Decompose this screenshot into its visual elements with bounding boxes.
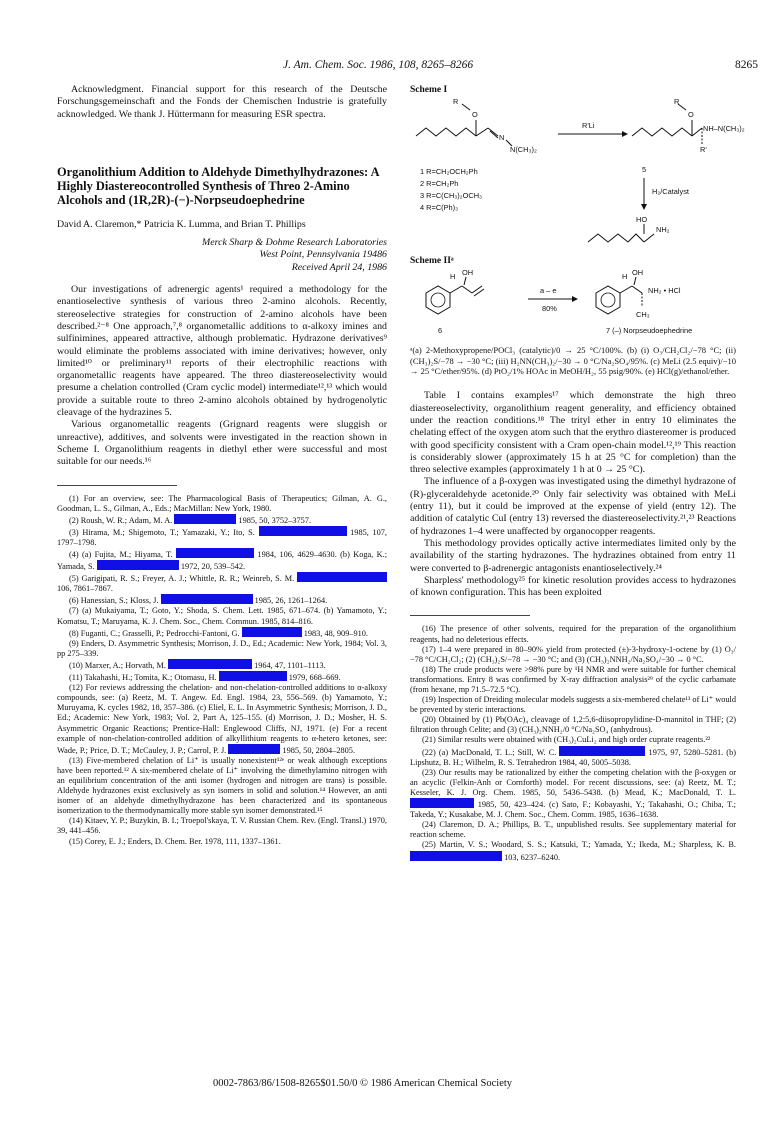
hydrogenation-label: H₂/Catalyst <box>652 187 689 197</box>
aromatic-circle <box>431 293 445 307</box>
footnote-text: 1985, 50, 423–424. (c) Sato, F.; Kobayashi, Y.; Takahashi, O.; Chiba, T.; Takeda, Y.; Kusakabe, M. J. Chem. Soc., Chem. Comm. 1985, 1636–1638. <box>410 800 736 820</box>
footnote <box>57 671 387 683</box>
o-r-bond <box>462 104 470 110</box>
product-chain <box>632 128 692 136</box>
footnote-text: 1983, 48, 909–910. <box>303 628 369 638</box>
footnote: (7) (a) Mukaiyama, T.; Goto, Y.; Shoda, S. Chem. Lett. 1985, 671–674. (b) Yamamoto, Y.; Komatsu, T.; Maruyama, K. J. Chem. Soc., Chem. Commun. 1985, 814–816. <box>57 606 387 626</box>
footnote-text: (4) (a) Fujita, M.; Hiyama, T. <box>69 550 173 559</box>
footnote <box>410 746 736 768</box>
compound-1: 1 R=CH₂OCH₂Ph <box>420 167 478 177</box>
redaction-bar <box>410 798 474 808</box>
body-paragraph: Table I contains examples¹⁷ which demonstrate the high threo diastereoselectivity, organolithium reagent generality, and efficiency obtained under the reaction conditions.¹⁸ The trityl ether in entry 10 eliminates the chelating effect of the oxygen atom such that the erythro diastereomer is produced with good specificity consistent with a Cram open-chain model.¹²,¹⁹ This reaction is considerably slower (approximately 15 h at 25 °C for completion) than the threo selective examples (approximately 1 h at 0 → 25 °C). <box>410 390 736 476</box>
footnote: (17) 1–4 were prepared in 80–90% yield from protected (±)-3-hydroxy-1-octene by (1) O₃/−78 °C/CH₂Cl₂; (2) (CH₃)₂S/−78 → −30 °C; and (3) (CH₃)₂NNH₂/Na₂SO₄/−30 → 0 °C. <box>410 644 736 664</box>
conditions-label: a – e <box>540 285 557 295</box>
amine-bond <box>644 234 654 242</box>
product-bond <box>692 128 702 136</box>
footnote-text: (8) Fuganti, C.; Grasselli, P.; Pedrocchi-Fantoni, G. <box>69 628 240 638</box>
redaction-bar <box>168 659 252 669</box>
product-oh-label: OH <box>632 267 644 277</box>
footnote <box>57 526 387 548</box>
affiliation <box>57 237 387 274</box>
footnote <box>410 768 736 820</box>
yield-label: 80% <box>542 303 557 313</box>
oh-bond <box>464 277 466 285</box>
redaction-bar <box>259 526 347 536</box>
footnote-text: 1964, 47, 1101–1113. <box>254 660 326 670</box>
redaction-bar <box>297 572 387 582</box>
journal-citation: J. Am. Chem. Soc. 1986, 108, 8265–8266 <box>283 59 474 71</box>
footnote <box>57 572 387 594</box>
alkyl-chain <box>416 128 476 136</box>
footnote: (9) Enders, D. Asymmetric Synthesis; Morrison, J. D., Ed.; Academic: New York, 1984; Vol. 3, pp 275–339. <box>57 638 387 658</box>
product-benzene-ring <box>596 286 620 314</box>
page-number: 8265 <box>735 59 758 71</box>
received-date: Received April 24, 1986 <box>291 261 387 273</box>
benzene-ring <box>426 286 450 314</box>
right-column <box>410 84 745 863</box>
scheme-1-diagram <box>410 96 745 244</box>
product-number: 5 <box>642 165 647 175</box>
n-label: N <box>499 133 505 143</box>
footnote-divider <box>57 485 177 486</box>
amine-label: NH₂ <box>656 225 670 235</box>
footnote-text: (25) Martin, V. S.; Woodard, S. S.; Katsuki, T.; Yamada, Y.; Ikeda, M.; Sharpless, K. B. <box>422 840 736 850</box>
redaction-bar <box>161 594 253 604</box>
body-paragraph: The influence of a β-oxygen was investigated using the dimethyl hydrazone of (R)-glyceraldehyde acetonide.²⁰ Only fair selectivity was obtained with MeLi (entry 11), but it could be improved at the expense of yield (entry 12). The addition of catalytic CuI (entry 13) reversed the diastereoselectivity.²¹,²³ Reactions of hydrazones 1–4 were unaffected by organocopper reagents. <box>410 476 736 537</box>
vinyl-bond <box>462 286 472 293</box>
body-paragraph: This methodology provides optically active intermediates limited only by the availability of the starting hydrazones. The hydrazines obtained from entry 11 were converted to β-adrenergic antagonists enantioselectively.²⁴ <box>410 537 736 574</box>
footnote-text: 106, 7861–7867. <box>57 584 114 594</box>
footnote-text: 1972, 20, 539–542. <box>180 562 246 572</box>
redaction-bar <box>219 671 287 681</box>
compound-6-label: 6 <box>438 325 443 335</box>
compound-7-label: 7 (–) Norpseudoephedrine <box>606 325 693 335</box>
body-paragraph: Various organometallic reagents (Grignard reagents were sluggish or unreactive), additives, and solvents were investigated in the reaction shown in Scheme I. Organolithium reagents in diethyl ether were successful and most suitable for our needs.¹⁶ <box>57 419 387 468</box>
r-prime-label: R' <box>700 145 707 155</box>
footnote-text: cycles 1982, 18, 357–386. (c) Eliel, E. L. In Asymmetric Synthesis; Morrison, J. D., Ed.; Academic: New York, 1983; Vol. 2, Part A, 125–155. (d) Morrison, J. D.; Mosher, H. S. Asymmetric Organic Reactions; Prentice-Hall: Englewood Cliffs, NJ, 1971. (e) For a recent example of non-chelation-controlled addition of alkyllithium reagents to α-hetero ketones, see: Wade, P.; Price, D. T.; McCauley, J. P.; Carrol, P. J. <box>57 703 387 755</box>
footnote-text: (12) For reviews addressing the chelation- and non-chelation-controlled additions to α-alkoxy compounds, see: (a) Reetz, M. T. Angew. <box>57 683 387 703</box>
hydrazone-group: N(CH₃)₂ <box>510 145 537 155</box>
acknowledgment: Acknowledgment. Financial support for this research of the Deutsche Forschungsgemeinschaft and the Fonds der Chemischen Industrie is gratefully acknowledged. We thank J. Hüttermann for measuring ESR spectra. <box>57 84 387 120</box>
amino-alcohol-chain <box>588 234 644 242</box>
product-group: NH–N(CH₃)₂ <box>703 124 745 134</box>
footnote: (21) Similar results were obtained with (CH₃)₂CuLi₂ and high order cuprate reagents.²² <box>422 735 711 745</box>
reagent-label: R'Li <box>582 121 595 131</box>
footnote-divider <box>410 615 530 616</box>
footnote-text: (11) Takahashi, H.; Tomita, K.; Otomasu, H. <box>69 673 217 683</box>
copyright-line: 0002-7863/86/1508-8265$01.50/0 © 1986 American Chemical Society <box>213 1078 513 1089</box>
footnote-text: 1984, 106, 4629–4630. <box>257 550 337 559</box>
body-paragraph: Our investigations of adrenergic agents¹ required a methodology for the enantioselective synthesis of various threo 2-amino alcohols. Recently, stereoselective strategies for construction of 2-amino alcohols have been described.²⁻⁸ One approach,⁷,⁸ organometallic additions to α-alkoxy imines and sulfinimines, appeared attractive, although problematic. Hydrazone derivatives⁹ would eliminate the problems associated with imine derivatives; however, only limited¹⁰ or preliminary¹¹ reports of their electrophilic reactions with organometallic reagents have appeared. The threo diastereoselectivity would presume a chelation controlled (Cram cyclic model) intermediate¹²,¹³ which would provide a suitable route to threo 2-amino alcohols obtained by hydrogenolytic cleavage of the hydrazines 5. <box>57 284 387 419</box>
product-oxygen-label: O <box>688 110 694 120</box>
oh-label: OH <box>462 267 474 277</box>
product-h-label: H <box>622 271 628 281</box>
article-title: Organolithium Addition to Aldehyde Dimethylhydrazones: A Highly Diastereocontrolled Synthesis of Threo 2-Amino Alcohols and (1R,2R)-(−)-Norpseudoephedrine <box>57 164 379 207</box>
footnote-text: (b) Koga, K.; Yamada, S. <box>57 550 387 572</box>
footnote-text: 1985, 107, 1797–1798. <box>57 527 387 547</box>
footnote-text: (5) Garigipati, R. S.; Freyer, A. J.; Whittle, R. R.; Weinreb, S. M. <box>69 574 295 584</box>
footnote-text: 1979, 668–669. <box>288 673 341 683</box>
footnote <box>57 683 387 756</box>
footnote <box>57 594 387 606</box>
hydrogenation-arrow-head <box>641 204 647 210</box>
compound-4: 4 R=C(Ph)₃ <box>420 203 459 213</box>
footnote <box>57 548 387 572</box>
scheme-1-title: Scheme I <box>410 85 448 95</box>
footnote-text: 1985, 50, 2804–2805. <box>282 745 356 755</box>
footnote-text: (3) Hirama, M.; Shigemoto, T.; Yamazaki, Y.; Ito, S. <box>69 527 255 537</box>
scheme-2-title: Scheme IIᵃ <box>410 255 454 266</box>
right-footnotes <box>410 624 736 862</box>
redaction-bar <box>228 744 280 754</box>
footnote: (15) Corey, E. J.; Enders, D. Chem. Ber. 1978, 111, 1337–1361. <box>69 836 281 846</box>
footnote: (24) Claremon, D. A.; Phillips, B. T., unpublished results. See supplementary material for reaction scheme. <box>410 820 736 840</box>
compound-3: 3 R=C(CH₃)₂OCH₃ <box>420 191 483 201</box>
footnote-text: 103, 6237–6240. <box>504 852 561 862</box>
ring-bond <box>450 286 462 293</box>
footnote: (19) Inspection of Dreiding molecular models suggests a six-membered chelate¹³ of Li⁺ would be prevented by steric interactions. <box>410 695 736 715</box>
left-column <box>57 84 387 847</box>
chain-bond <box>476 128 488 136</box>
footnote: (20) Obtained by (1) Pb(OAc)₄ cleavage of 1,2:5,6-diisopropylidine-D-mannitol in THF; (2) filtration through Celite; and (3) (CH₃)₂NNH₂/0 °C/Na₂SO₄ (anhydrous). <box>410 715 736 735</box>
cn-double-bond <box>488 128 498 136</box>
redaction-bar <box>176 548 254 558</box>
redaction-bar <box>242 627 302 637</box>
footnote: (14) Kitaev, Y. P.; Buzykin, B. I.; Troepol'skaya, T. V. Russian Chem. Rev. (Engl. Transl.) 1970, 39, 441–456. <box>57 816 387 836</box>
footnote: (13) Five-membered chelation of Li⁺ is usually nonexistent¹²ᵉ or weak although exceptions have been reported.¹² A six-membered chelate of Li⁺ involving the dimethylamino nitrogen with an equilibrium concentration of the anti isomer (hydrogen and nitrogen are trans) is possible. Aldehyde hydrazones exist exclusively as syn isomers in solid and solution.¹⁴ However, an anti isomer of an aldehyde dimethylhydrazone has been characterized and its spontaneous isomerization to the thermodynamically more stable syn isomer demonstrated.¹⁵ <box>57 755 387 816</box>
redaction-bar <box>97 560 179 570</box>
affiliation-line-2: West Point, Pennsylvania 19486 <box>259 249 387 261</box>
footnote <box>410 840 736 862</box>
footnote <box>57 514 387 526</box>
footnote: (16) The presence of other solvents, required for the preparation of the organolithium reagents, had no deleterious effects. <box>410 624 736 644</box>
redaction-bar <box>559 746 645 756</box>
body-paragraph: Sharpless' methodology²⁵ for kinetic resolution provides access to hydrazones of known configuration. This has been exploited <box>410 574 736 599</box>
r-label: R <box>453 97 459 107</box>
footnote: (1) For an overview, see: The Pharmacological Basis of Therapeutics; Gilman, A. G., Goodman, L. S., Gilman, A., Eds.; MacMillan: New York, 1980. <box>57 493 387 513</box>
hydroxyl-label: HO <box>636 215 648 225</box>
footnote <box>57 659 387 671</box>
footnote-text: (22) (a) MacDonald, T. L.; Still, W. C. <box>422 747 557 757</box>
footnote-text: 1975, 97, 5280–5281. (b) Lipshutz, B. H.; Wilhelm, R. S. Tetrahedron 1984, 40, 5005–5038. <box>410 747 736 767</box>
product-ring-bond <box>620 286 632 293</box>
footnote-text: (23) Our results may be rationalized by either the competing chelation with the β-oxygen or an acyclic (Felkin-Anh or Cornforth) model. For recent discussions, see: (a) Reetz, M. T.; Kesseler, K. J. Org. Chem. 1985, 50, 5436–5438. (b) Mead, K.; MacDonald, T. L. <box>410 767 736 797</box>
product-aromatic-circle <box>601 293 615 307</box>
amine-salt-label: NH₂ • HCl <box>648 285 681 295</box>
footnote: (18) The crude products were >98% pure by ¹H NMR and were suitable for further chemical transformations. Entry 8 was confirmed by X-ray diffraction analysis²⁹ of the cyclic carbamate (from hexane, mp 71.5–72.5 °C). <box>410 664 736 695</box>
scheme-2-arrow-head <box>572 296 578 302</box>
product-r-label: R <box>674 97 680 107</box>
arrow-head <box>622 131 628 137</box>
footnote <box>57 627 387 639</box>
footnote-text: 1985, 26, 1261–1264. <box>254 596 328 606</box>
oxygen-label: O <box>472 110 478 120</box>
authors: David A. Claremon,* Patricia K. Lumma, and Brian T. Phillips <box>57 218 306 230</box>
footnote-text: 1985, 50, 3752–3757. <box>238 515 312 525</box>
scheme-2-diagram <box>410 267 736 337</box>
product-oh-bond <box>634 277 636 285</box>
footnote-text: (2) Roush, W. R.; Adam, M. A. <box>69 515 173 525</box>
compound-2: 2 R=CH₂Ph <box>420 179 459 189</box>
footnote-text: Ed. Engl. 1984, 23, 556–569. (b) Yamamoto, Y.; Muruyama, K. <box>57 693 387 713</box>
product-chain-bond <box>632 286 642 293</box>
redaction-bar <box>174 514 236 524</box>
footnote-text: (6) Hanessian, S.; Kloss, J. <box>69 596 159 606</box>
scheme-2-footnote: ᵃ(a) 2-Methoxypropene/POCl₃ (catalytic)/0 → 25 °C/100%. (b) (i) O₃/CH₂Cl₂/−78 °C; (ii) (CH₃)₂S/−78 → −30 °C; (iii) H₂NN(CH₃)₂/−30 → 0 °C/Na₂SO₄/95%. (c) MeLi (2.5 equiv)/−10 → 25 °C/ether/95%. (d) PtO₂/1% HOAc in MeOH/H₂, 55 psig/90%. (e) HCl(g)/ethanol/ether. <box>410 345 736 376</box>
redaction-bar <box>410 851 502 861</box>
left-footnotes <box>57 494 387 847</box>
h-label: H <box>450 271 456 281</box>
methyl-label: CH₃ <box>636 309 650 319</box>
footnote-text: (10) Marxer, A.; Horvath, M. <box>69 660 166 670</box>
affiliation-line-1: Merck Sharp & Dohme Research Laboratories <box>202 237 387 249</box>
